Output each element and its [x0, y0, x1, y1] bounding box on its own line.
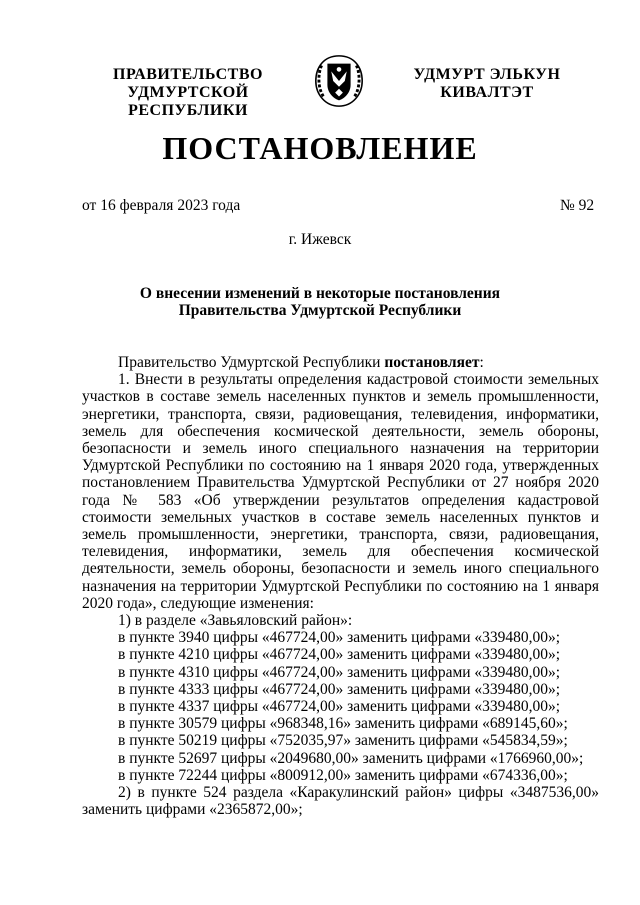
amendment-line: в пункте 4210 цифры «467724,00» заменить цифрами «339480,00»;	[118, 646, 561, 664]
government-header-left	[68, 66, 308, 120]
intro-colon: :	[479, 354, 484, 371]
document-date: от 16 февраля 2023 года	[82, 197, 241, 214]
intro-paragraph	[82, 354, 599, 371]
document-city: г. Ижевск	[288, 231, 352, 248]
amendment-line: в пункте 50219 цифры «752035,97» заменить цифрами «545834,59»;	[118, 732, 568, 750]
amendment-line: в пункте 72244 цифры «800912,00» заменить цифрами «674336,00»;	[118, 766, 568, 784]
document-number: № 92	[560, 197, 595, 214]
header-left-line2: УДМУРТСКОЙ РЕСПУБЛИКИ	[127, 84, 249, 119]
title-line1: О внесении изменений в некоторые постановления	[139, 285, 501, 302]
intro-text: Правительство Удмуртской Республики	[118, 354, 385, 371]
header-right-line1: УДМУРТ ЭЛЬКУН	[413, 66, 561, 83]
amendment-line: в пункте 4310 цифры «467724,00» заменить цифрами «339480,00»;	[118, 663, 561, 681]
amendment-line: в пункте 4333 цифры «467724,00» заменить цифрами «339480,00»;	[118, 680, 561, 698]
document-body	[82, 354, 599, 818]
intro-verb: постановляет	[384, 354, 480, 371]
government-header-right	[372, 66, 602, 102]
item-1-paragraph: 1. Внести в результаты определения кадастровой стоимости земельных участков в составе земель населенных пунктов и земель промышленности, энергетики, транспорта, связи, радиовещания, телевидения, информатики, земель для обеспечения космической деятельности, земель обороны, безопасности и земель иного специального назначения на территории Удмуртской Республики по состоянию на 1 января 2020 года, утвержденных постановлением Правительства Удмуртской Республики от 27 ноября 2020 года № 583 «Об утверждении результатов определения кадастровой стоимости земельных участков в составе земель населенных пунктов и земель промышленности, энергетики, транспорта, связи, радиовещания, телевидения, информатики, земель для обеспечения космической деятельности, земель обороны, безопасности и земель иного специального назначения на территории Удмуртской Республики по состоянию на 1 января 2020 года», следующие изменения:	[82, 371, 599, 612]
title-line2: Правительства Удмуртской Республики	[178, 302, 462, 319]
document-type-heading: ПОСТАНОВЛЕНИЕ	[162, 130, 478, 166]
amendment-line: в пункте 52697 цифры «2049680,00» заменить цифрами «1766960,00»;	[118, 749, 584, 767]
header-right-line2: КИВАЛТЭТ	[440, 84, 534, 101]
header-left-line1: ПРАВИТЕЛЬСТВО	[113, 66, 263, 83]
amendment-line: в пункте 30579 цифры «968348,16» заменить цифрами «689145,60»;	[118, 715, 568, 733]
subitem-2-paragraph: 2) в пункте 524 раздела «Каракулинский район» цифры «3487536,00» заменить цифрами «2365872,00»;	[82, 784, 599, 819]
coat-of-arms-icon	[310, 52, 368, 110]
document-title	[0, 285, 640, 319]
amendment-line: в пункте 3940 цифры «467724,00» заменить цифрами «339480,00»;	[118, 629, 561, 647]
amendment-line: в пункте 4337 цифры «467724,00» заменить цифрами «339480,00»;	[118, 698, 561, 716]
subitem-1-heading: 1) в разделе «Завьяловский район»:	[118, 612, 353, 630]
